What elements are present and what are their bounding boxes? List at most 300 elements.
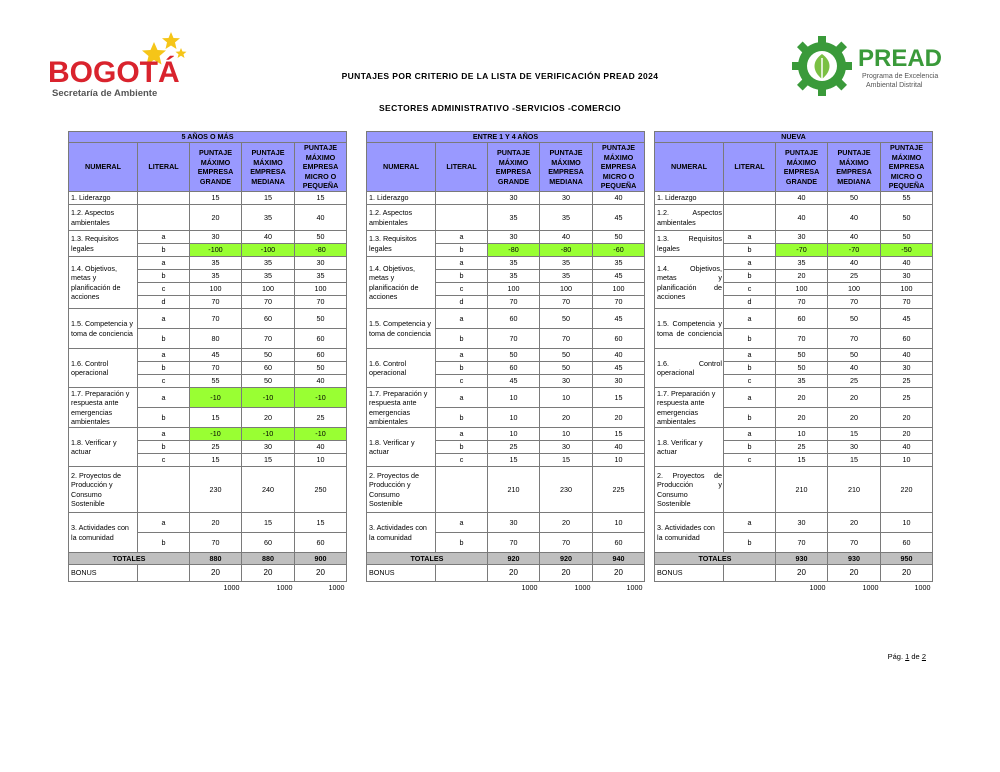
row-label: 1.6. Control operacional: [69, 349, 138, 388]
score-mediana: 50: [828, 349, 881, 362]
row-literal: a: [138, 349, 190, 362]
score-grande: 30: [488, 513, 540, 533]
table-row: [367, 349, 645, 362]
score-micro: 25: [881, 375, 933, 388]
footer-sum-mediana: 1000: [862, 583, 879, 593]
row-literal: b: [138, 270, 190, 283]
table-row: [655, 388, 933, 408]
score-micro: 70: [295, 296, 347, 309]
row-literal: a: [436, 349, 488, 362]
row-literal: [138, 467, 190, 513]
table-row: [655, 467, 933, 513]
score-grande: 70: [190, 296, 242, 309]
column-header-row: [367, 143, 645, 192]
score-mediana: 40: [540, 231, 593, 244]
row-literal: a: [138, 257, 190, 270]
row-label: 1.2. Aspectos ambientales: [367, 205, 436, 231]
row-literal: [724, 192, 776, 205]
bonus-label: BONUS: [69, 565, 138, 582]
totals-label: TOTALES: [69, 553, 190, 565]
footer-sum-grande: 1000: [809, 583, 826, 593]
score-micro: 40: [593, 349, 645, 362]
score-mediana: 30: [242, 441, 295, 454]
score-grande: 60: [488, 362, 540, 375]
column-header-literal: LITERAL: [138, 143, 190, 192]
score-grande: 70: [190, 309, 242, 329]
row-literal: [724, 205, 776, 231]
score-micro: 40: [881, 257, 933, 270]
score-grande: 20: [776, 408, 828, 428]
row-label: 1.8. Verificar y actuar: [367, 428, 436, 467]
table-row: [69, 467, 347, 513]
score-mediana: 30: [540, 375, 593, 388]
score-micro: 60: [881, 533, 933, 553]
score-grande: 210: [488, 467, 540, 513]
score-micro: 15: [593, 428, 645, 441]
score-grande: 40: [776, 205, 828, 231]
score-micro: 70: [593, 296, 645, 309]
score-grande: 70: [776, 296, 828, 309]
row-literal: [436, 192, 488, 205]
score-mediana: 20: [242, 408, 295, 428]
score-micro: 45: [593, 205, 645, 231]
footer-sum-row: [367, 582, 645, 595]
row-literal: a: [724, 349, 776, 362]
table-row: [69, 192, 347, 205]
score-mediana: 20: [828, 408, 881, 428]
row-label: 1.3. Requisitos legales: [655, 231, 724, 257]
score-mediana: 30: [540, 441, 593, 454]
column-header-micro: PUNTAJE MÁXIMO EMPRESA MICRO O PEQUEÑA: [593, 143, 645, 192]
row-literal: a: [724, 428, 776, 441]
score-mediana: 40: [828, 257, 881, 270]
total-micro: 940: [593, 553, 645, 565]
bonus-label: BONUS: [655, 565, 724, 582]
score-micro: 40: [295, 375, 347, 388]
score-micro: 50: [881, 231, 933, 244]
totals-row: [367, 553, 645, 565]
score-mediana: 20: [540, 408, 593, 428]
section-title-row: [69, 132, 347, 143]
page-total: 2: [921, 652, 926, 661]
score-mediana: 20: [540, 513, 593, 533]
bonus-micro: 20: [881, 565, 933, 582]
pread-logo-subtext-1: Programa de Excelencia: [862, 73, 939, 80]
row-literal: b: [436, 270, 488, 283]
score-grande: 70: [776, 533, 828, 553]
score-mediana: 35: [242, 270, 295, 283]
row-label: 3. Actividades con la comunidad: [655, 513, 724, 553]
score-micro: 10: [593, 454, 645, 467]
score-micro: 15: [295, 192, 347, 205]
column-header-numeral: NUMERAL: [655, 143, 724, 192]
footer-sum-row: [655, 582, 933, 595]
table-row: [69, 257, 347, 270]
score-micro: 50: [295, 309, 347, 329]
column-header-grande: PUNTAJE MÁXIMO EMPRESA GRANDE: [488, 143, 540, 192]
score-mediana: 30: [828, 441, 881, 454]
footer-empty: [436, 582, 488, 595]
row-literal: d: [724, 296, 776, 309]
score-mediana: 50: [540, 309, 593, 329]
row-literal: [138, 205, 190, 231]
score-mediana: 10: [540, 428, 593, 441]
pread-logo-subtext-2: Ambiental Distrital: [866, 82, 923, 89]
score-micro: 20: [881, 408, 933, 428]
bonus-mediana: 20: [828, 565, 881, 582]
score-micro: 10: [295, 454, 347, 467]
score-mediana: 70: [828, 533, 881, 553]
score-micro: -10: [295, 428, 347, 441]
section-title: 5 AÑOS O MÁS: [69, 132, 347, 143]
row-literal: b: [138, 329, 190, 349]
score-grande: 55: [190, 375, 242, 388]
score-mediana: 70: [242, 296, 295, 309]
totals-label: TOTALES: [655, 553, 776, 565]
row-literal: b: [436, 244, 488, 257]
totals-row: [69, 553, 347, 565]
row-literal: b: [436, 441, 488, 454]
row-label: 3. Actividades con la comunidad: [367, 513, 436, 553]
score-mediana: 15: [828, 454, 881, 467]
bonus-literal: [436, 565, 488, 582]
row-label: 1.2. Aspectos ambientales: [69, 205, 138, 231]
score-grande: 10: [488, 388, 540, 408]
score-grande: 10: [488, 408, 540, 428]
score-micro: 30: [295, 257, 347, 270]
score-grande: 50: [488, 349, 540, 362]
document-title: PUNTAJES POR CRITERIO DE LA LISTA DE VERIFICACIÓN PREAD 2024: [341, 71, 659, 81]
score-grande: 25: [776, 441, 828, 454]
score-grande: 30: [776, 231, 828, 244]
score-micro: 40: [881, 349, 933, 362]
bogota-logo-text: BOGOTÁ: [48, 56, 180, 89]
column-header-grande: PUNTAJE MÁXIMO EMPRESA GRANDE: [776, 143, 828, 192]
row-literal: a: [436, 428, 488, 441]
score-grande: 70: [488, 329, 540, 349]
score-grande: 10: [776, 428, 828, 441]
row-label: 1.8. Verificar y actuar: [655, 428, 724, 467]
row-literal: c: [138, 283, 190, 296]
score-grande: 60: [776, 309, 828, 329]
score-grande: 30: [488, 192, 540, 205]
score-mediana: 40: [242, 231, 295, 244]
score-micro: 25: [881, 388, 933, 408]
bonus-literal: [138, 565, 190, 582]
pread-logo: [790, 34, 960, 98]
row-label: 1.7. Preparación y respuesta ante emergencias ambientales: [69, 388, 138, 428]
row-literal: a: [436, 257, 488, 270]
row-label: 1. Liderazgo: [69, 192, 138, 205]
footer-sum-row: [69, 582, 347, 595]
row-literal: c: [724, 375, 776, 388]
footer-sum-micro: 1000: [914, 583, 931, 593]
row-literal: a: [436, 513, 488, 533]
footer-sum-grande: 1000: [521, 583, 538, 593]
score-grande: 60: [488, 309, 540, 329]
row-label: 1. Liderazgo: [655, 192, 724, 205]
score-micro: 50: [881, 205, 933, 231]
table-row: [367, 257, 645, 270]
score-grande: 20: [776, 388, 828, 408]
score-micro: 10: [593, 513, 645, 533]
row-literal: b: [724, 329, 776, 349]
row-label: 1.4. Objetivos, metas y planificación de acciones: [69, 257, 138, 309]
bonus-grande: 20: [776, 565, 828, 582]
score-grande: 70: [190, 533, 242, 553]
column-header-mediana: PUNTAJE MÁXIMO EMPRESA MEDIANA: [828, 143, 881, 192]
score-grande: 25: [190, 441, 242, 454]
score-grande: 100: [190, 283, 242, 296]
row-label: 2. Proyectos de Producción y Consumo Sostenible: [655, 467, 724, 513]
score-mediana: 50: [242, 349, 295, 362]
total-micro: 900: [295, 553, 347, 565]
page-number: [888, 652, 926, 661]
column-header-mediana: PUNTAJE MÁXIMO EMPRESA MEDIANA: [242, 143, 295, 192]
score-mediana: 100: [242, 283, 295, 296]
score-mediana: 35: [540, 205, 593, 231]
bonus-micro: 20: [593, 565, 645, 582]
row-label: 1.3. Requisitos legales: [69, 231, 138, 257]
score-micro: 55: [881, 192, 933, 205]
score-micro: 225: [593, 467, 645, 513]
bonus-row: [69, 565, 347, 582]
total-grande: 920: [488, 553, 540, 565]
row-literal: b: [724, 533, 776, 553]
score-grande: 15: [488, 454, 540, 467]
row-literal: a: [138, 231, 190, 244]
score-mediana: 35: [540, 270, 593, 283]
row-literal: a: [724, 231, 776, 244]
score-mediana: -70: [828, 244, 881, 257]
score-grande: 30: [776, 513, 828, 533]
footer-sum-mediana: 1000: [276, 583, 293, 593]
table-row: [367, 467, 645, 513]
footer-empty: [655, 582, 724, 595]
score-micro: 35: [593, 257, 645, 270]
row-literal: b: [724, 244, 776, 257]
score-micro: -80: [295, 244, 347, 257]
score-mediana: 70: [828, 296, 881, 309]
score-grande: 100: [488, 283, 540, 296]
score-grande: 15: [190, 454, 242, 467]
score-grande: 15: [190, 408, 242, 428]
table-row: [367, 192, 645, 205]
row-literal: b: [138, 441, 190, 454]
row-literal: [436, 467, 488, 513]
row-literal: b: [138, 362, 190, 375]
score-micro: 100: [881, 283, 933, 296]
score-grande: 45: [488, 375, 540, 388]
footer-empty: [138, 582, 190, 595]
score-micro: 70: [881, 296, 933, 309]
row-literal: d: [436, 296, 488, 309]
score-mediana: 10: [540, 388, 593, 408]
score-micro: 100: [295, 283, 347, 296]
bonus-grande: 20: [488, 565, 540, 582]
score-mediana: 50: [540, 349, 593, 362]
bonus-row: [655, 565, 933, 582]
table-row: [655, 231, 933, 244]
score-mediana: 70: [828, 329, 881, 349]
score-micro: 220: [881, 467, 933, 513]
column-header-micro: PUNTAJE MÁXIMO EMPRESA MICRO O PEQUEÑA: [295, 143, 347, 192]
row-literal: c: [436, 375, 488, 388]
score-grande: 10: [488, 428, 540, 441]
score-grande: 20: [776, 270, 828, 283]
score-mediana: 50: [828, 309, 881, 329]
score-mediana: 100: [540, 283, 593, 296]
bonus-literal: [724, 565, 776, 582]
score-mediana: 15: [828, 428, 881, 441]
score-grande: 210: [776, 467, 828, 513]
column-header-mediana: PUNTAJE MÁXIMO EMPRESA MEDIANA: [540, 143, 593, 192]
score-grande: 40: [776, 192, 828, 205]
section-title-row: [367, 132, 645, 143]
score-micro: 60: [593, 533, 645, 553]
row-literal: c: [436, 283, 488, 296]
score-mediana: -10: [242, 428, 295, 441]
score-grande: -10: [190, 428, 242, 441]
score-micro: 10: [881, 454, 933, 467]
score-grande: 15: [776, 454, 828, 467]
score-micro: 40: [295, 205, 347, 231]
row-literal: b: [724, 270, 776, 283]
score-mediana: 15: [242, 454, 295, 467]
row-label: 3. Actividades con la comunidad: [69, 513, 138, 553]
score-mediana: -80: [540, 244, 593, 257]
footer-empty: [367, 582, 436, 595]
score-micro: 10: [881, 513, 933, 533]
score-micro: 60: [295, 533, 347, 553]
row-label: 2. Proyectos de Producción y Consumo Sostenible: [367, 467, 436, 513]
row-label: 1.5. Competencia y toma de conciencia: [367, 309, 436, 349]
score-grande: 35: [488, 270, 540, 283]
section-title-row: [655, 132, 933, 143]
score-mediana: 70: [540, 533, 593, 553]
footer-sum-micro: 1000: [328, 583, 345, 593]
table-row: [655, 349, 933, 362]
score-mediana: 100: [828, 283, 881, 296]
score-grande: 35: [190, 257, 242, 270]
bonus-mediana: 20: [540, 565, 593, 582]
total-micro: 950: [881, 553, 933, 565]
row-literal: a: [138, 428, 190, 441]
footer-sum-mediana: 1000: [574, 583, 591, 593]
row-literal: b: [724, 408, 776, 428]
score-grande: 30: [190, 231, 242, 244]
score-mediana: 50: [828, 192, 881, 205]
row-literal: a: [724, 513, 776, 533]
score-mediana: 30: [540, 192, 593, 205]
score-mediana: 15: [242, 192, 295, 205]
row-label: 1.8. Verificar y actuar: [69, 428, 138, 467]
score-micro: 100: [593, 283, 645, 296]
row-literal: b: [436, 329, 488, 349]
table-row: [655, 309, 933, 329]
table-row: [69, 205, 347, 231]
score-micro: 250: [295, 467, 347, 513]
score-grande: -70: [776, 244, 828, 257]
score-micro: 30: [593, 375, 645, 388]
score-micro: 40: [295, 441, 347, 454]
row-literal: c: [436, 454, 488, 467]
table-row: [367, 231, 645, 244]
score-grande: -10: [190, 388, 242, 408]
score-mediana: 15: [242, 513, 295, 533]
score-grande: 35: [776, 257, 828, 270]
table-row: [69, 428, 347, 441]
row-literal: a: [138, 309, 190, 329]
score-grande: 30: [488, 231, 540, 244]
score-micro: 30: [881, 362, 933, 375]
score-mediana: 60: [242, 533, 295, 553]
score-mediana: 60: [242, 362, 295, 375]
score-mediana: 40: [828, 231, 881, 244]
score-grande: 80: [190, 329, 242, 349]
table-row: [69, 388, 347, 408]
score-mediana: 25: [828, 270, 881, 283]
gear-leaf-icon: [792, 36, 852, 96]
score-grande: 35: [488, 205, 540, 231]
row-literal: [436, 205, 488, 231]
row-literal: c: [724, 283, 776, 296]
footer-sum-grande: 1000: [223, 583, 240, 593]
row-literal: a: [436, 309, 488, 329]
row-literal: a: [138, 388, 190, 408]
row-literal: [724, 467, 776, 513]
row-literal: a: [436, 388, 488, 408]
score-table-sect-5-anos: [68, 131, 347, 594]
score-mediana: 40: [828, 362, 881, 375]
row-label: 1.5. Competencia y toma de conciencia: [69, 309, 138, 349]
score-micro: 20: [881, 428, 933, 441]
score-micro: 30: [881, 270, 933, 283]
row-literal: d: [138, 296, 190, 309]
score-micro: -50: [881, 244, 933, 257]
row-literal: b: [724, 362, 776, 375]
score-mediana: 50: [242, 375, 295, 388]
score-micro: 15: [295, 513, 347, 533]
row-literal: b: [724, 441, 776, 454]
page-prefix: Pág.: [887, 652, 904, 661]
score-micro: 40: [593, 441, 645, 454]
total-mediana: 920: [540, 553, 593, 565]
score-grande: 20: [190, 205, 242, 231]
table-row: [367, 205, 645, 231]
row-literal: a: [436, 231, 488, 244]
score-micro: 60: [881, 329, 933, 349]
page-sep: de: [911, 652, 920, 661]
score-micro: 60: [593, 329, 645, 349]
footer-empty: [69, 582, 138, 595]
total-mediana: 930: [828, 553, 881, 565]
section-title: ENTRE 1 Y 4 AÑOS: [367, 132, 645, 143]
score-mediana: 20: [828, 513, 881, 533]
pread-logo-text: PREAD: [858, 45, 943, 72]
score-mediana: 35: [242, 257, 295, 270]
score-micro: 60: [295, 349, 347, 362]
score-mediana: 70: [540, 296, 593, 309]
row-label: 1.2. Aspectos ambientales: [655, 205, 724, 231]
score-table-sect-1-4-anos: [366, 131, 645, 594]
table-row: [69, 513, 347, 533]
bonus-row: [367, 565, 645, 582]
score-mediana: 15: [540, 454, 593, 467]
score-grande: 25: [488, 441, 540, 454]
footer-empty: [724, 582, 776, 595]
row-label: 1. Liderazgo: [367, 192, 436, 205]
